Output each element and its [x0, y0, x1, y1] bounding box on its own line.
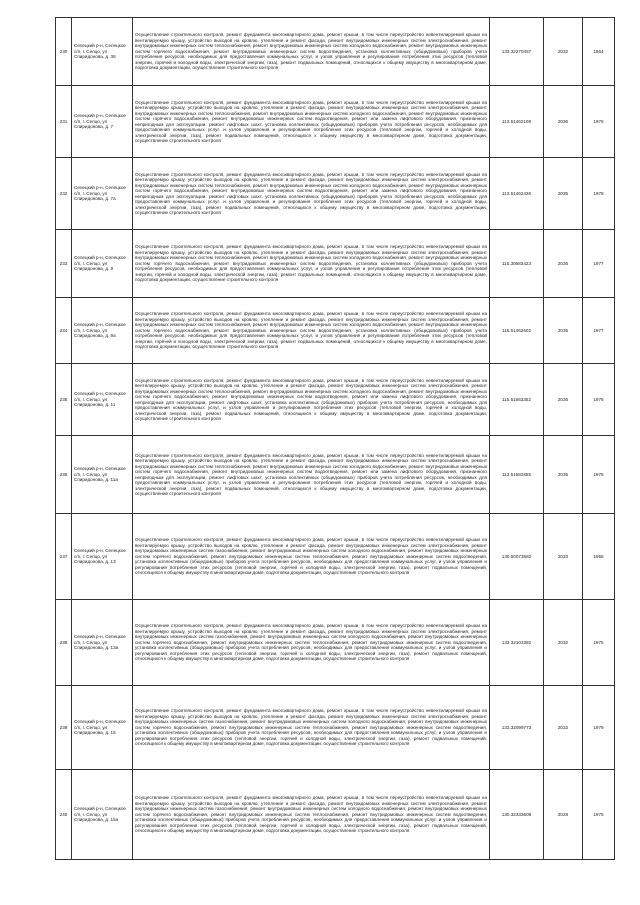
table-row — [56, 230, 615, 298]
planned-year-cell: 2036 — [544, 364, 583, 436]
build-year-cell: 1977 — [583, 298, 615, 364]
cost-cell: 130.50073582 — [490, 514, 544, 600]
build-year-cell: 1954 — [583, 18, 615, 86]
works-cell: Осуществление строительного контроля, ремонт фундамента многоквартирного дома, ремонт крыши, в том числе переустройство невентилируемой крыши на вентилируемую крышу, устройство выходов на кровлю, утепление и ремонт фасада, ремонт внутридомовых инженерных систем электроснабжения, ремонт внутридомовых инженерных систем теплоснабжения, ремонт внутридомовых инженерных систем холодного водоснабжения, ремонт внутридомовых инженерных систем горячего водоснабжения, ремонт внутридомовых инженерных систем водоотведения, установка коллективных (общедомовых) приборов учета потребления ресурсов, необходимых для предоставления коммунальных услуг, и узлов управления и регулирования потребления этих ресурсов (тепловой энергии, горячей и холодной воды, электрической энергии, газа), ремонт подвальных помещений, относящихся к общему имуществу в многоквартирном доме, подготовка документации, осуществление строительного контроля — [133, 230, 490, 298]
table-row — [56, 514, 615, 600]
planned-year-cell: 2036 — [544, 230, 583, 298]
works-cell: Осуществление строительного контроля, ремонт фундамента многоквартирного дома, ремонт крыши, в том числе переустройство невентилируемой крыши на вентилируемую крышу, устройство выходов на кровлю, утепление и ремонт фасада, ремонт внутридомовых инженерных систем электроснабжения, ремонт внутридомовых инженерных систем теплоснабжения, ремонт внутридомовых инженерных систем холодного водоснабжения, ремонт внутридомовых инженерных систем горячего водоснабжения, ремонт внутридомовых инженерных систем водоотведения, установка коллективных (общедомовых) приборов учета потребления ресурсов, необходимых для предоставления коммунальных услуг, и узлов управления и регулирования потребления этих ресурсов (тепловой энергии, горячей и холодной воды, электрической энергии, газа), ремонт подвальных помещений, относящихся к общему имуществу в многоквартирном доме, подготовка документации, осуществление строительного контроля — [133, 298, 490, 364]
planned-year-cell: 2035 — [544, 158, 583, 230]
table-row — [56, 298, 615, 364]
row-number: 231 — [56, 86, 72, 158]
planned-year-cell: 2028 — [544, 770, 583, 860]
row-number: 238 — [56, 600, 72, 686]
planned-year-cell: 2035 — [544, 298, 583, 364]
table-row — [56, 436, 615, 514]
table-row — [56, 86, 615, 158]
address-cell: Селецкий р-н, Селецкое с/п, г. Селцо, ул Спиридонова, д. 13а — [72, 600, 133, 686]
works-cell: Осуществление строительного контроля, ремонт фундамента многоквартирного дома, ремонт крыши, в том числе переустройство невентилируемой крыши на вентилируемую крышу, устройство выходов на кровлю, утепление и ремонт фасада, ремонт внутридомовых инженерных систем электроснабжения, ремонт внутридомовых инженерных систем газоснабжения, ремонт внутридомовых инженерных систем холодного водоснабжения, ремонт внутридомовых инженерных систем горячего водоснабжения, ремонт внутридомовых инженерных систем теплоснабжения, ремонт внутридомовых инженерных систем водоотведения, установка коллективных (общедомовых) приборов учета потребления ресурсов, необходимых для предоставления коммунальных услуг, и узлов управления и регулирования потребления этих ресурсов (тепловой энергии, горячей и холодной воды, электрической энергии, газа), ремонт подвальных помещений, относящихся к общему имуществу в многоквартирном доме, подготовка документации, осуществление строительного контроля — [133, 514, 490, 600]
address-cell: Селецкий р-н, Селецкое с/п, г. Селцо, ул Спиридонова, д. 9а — [72, 298, 133, 364]
row-number: 240 — [56, 770, 72, 860]
planned-year-cell: 2035 — [544, 436, 583, 514]
works-cell: Осуществление строительного контроля, ремонт фундамента многоквартирного дома, ремонт крыши, в том числе переустройство невентилируемой крыши на вентилируемую крышу, устройство выходов на кровлю, утепление и ремонт фасада, ремонт внутридомовых инженерных систем электроснабжения, ремонт внутридомовых инженерных систем теплоснабжения, ремонт внутридомовых инженерных систем холодного водоснабжения, ремонт внутридомовых инженерных систем горячего водоснабжения, ремонт внутридомовых инженерных систем водоотведения, ремонт или замена лифтового оборудования, признанного непригодным для эксплуатации, ремонт лифтовых шахт, установка коллективных (общедомовых) приборов учета потребления ресурсов, необходимых для предоставления коммунальных услуг, и узлов управления и регулирования потребления этих ресурсов (тепловой энергии, горячей и холодной воды, электрической энергии, газа), ремонт подвальных помещений, относящихся к общему имуществу в многоквартирном доме, подготовка документации, осуществление строительного контроля — [133, 86, 490, 158]
row-number: 237 — [56, 514, 72, 600]
works-cell: Осуществление строительного контроля, ремонт фундамента многоквартирного дома, ремонт крыши, в том числе переустройство невентилируемой крыши на вентилируемую крышу, устройство выходов на кровлю, утепление и ремонт фасада, ремонт внутридомовых инженерных систем электроснабжения, ремонт внутридомовых инженерных систем теплоснабжения, ремонт внутридомовых инженерных систем холодного водоснабжения, ремонт внутридомовых инженерных систем горячего водоснабжения, ремонт внутридомовых инженерных систем водоотведения, ремонт или замена лифтового оборудования, признанного непригодным для эксплуатации, ремонт лифтовых шахт, установка коллективных (общедомовых) приборов учета потребления ресурсов, необходимых для предоставления коммунальных услуг, и узлов управления и регулирования потребления этих ресурсов (тепловой энергии, горячей и холодной воды, электрической энергии, газа), ремонт подвальных помещений, относящихся к общему имуществу в многоквартирном доме, подготовка документации, осуществление строительного контроля — [133, 364, 490, 436]
cost-cell: 133.32103382 — [490, 600, 544, 686]
cost-cell: 130.32333609 — [490, 770, 544, 860]
build-year-cell: 1977 — [583, 230, 615, 298]
cost-cell: 115.30683423 — [490, 230, 544, 298]
planned-year-cell: 2033 — [544, 514, 583, 600]
table-row — [56, 158, 615, 230]
table-row — [56, 770, 615, 860]
build-year-cell: 1976 — [583, 86, 615, 158]
planned-year-cell: 2032 — [544, 18, 583, 86]
build-year-cell: 1976 — [583, 364, 615, 436]
cost-cell: 133.32099773 — [490, 686, 544, 770]
address-cell: Селецкий р-н, Селецкое с/п, г. Селцо, ул Спиридонова, д. 13 — [72, 514, 133, 600]
address-cell: Селецкий р-н, Селецкое с/п, г. Селцо, ул Спиридонова, д. 7а — [72, 158, 133, 230]
build-year-cell: 1955 — [583, 514, 615, 600]
planned-year-cell: 2036 — [544, 86, 583, 158]
works-cell: Осуществление строительного контроля, ремонт фундамента многоквартирного дома, ремонт крыши, в том числе переустройство невентилируемой крыши на вентилируемую крышу, устройство выходов на кровлю, утепление и ремонт фасада, ремонт внутридомовых инженерных систем электроснабжения, ремонт внутридомовых инженерных систем газоснабжения, ремонт внутридомовых инженерных систем холодного водоснабжения, ремонт внутридомовых инженерных систем горячего водоснабжения, ремонт внутридомовых инженерных систем теплоснабжения, ремонт внутридомовых инженерных систем водоотведения, установка коллективных (общедомовых) приборов учета потребления ресурсов, необходимых для предоставления коммунальных услуг, и узлов управления и регулирования потребления этих ресурсов (тепловой энергии, горячей и холодной воды, электрической энергии, газа), ремонт подвальных помещений, относящихся к общему имуществу в многоквартирном доме, подготовка документации, осуществление строительного контроля — [133, 600, 490, 686]
table-row — [56, 600, 615, 686]
register-table — [55, 17, 615, 860]
works-cell: Осуществление строительного контроля, ремонт фундамента многоквартирного дома, ремонт крыши, в том числе переустройство невентилируемой крыши на вентилируемую крышу, устройство выходов на кровлю, утепление и ремонт фасада, ремонт внутридомовых инженерных систем электроснабжения, ремонт внутридомовых инженерных систем газоснабжения, ремонт внутридомовых инженерных систем холодного водоснабжения, ремонт внутридомовых инженерных систем горячего водоснабжения, ремонт внутридомовых инженерных систем теплоснабжения, ремонт внутридомовых инженерных систем водоотведения, установка коллективных (общедомовых) приборов учета потребления ресурсов, необходимых для предоставления коммунальных услуг, и узлов управления и регулирования потребления этих ресурсов (тепловой энергии, горячей и холодной воды, электрической энергии, газа), ремонт подвальных помещений, относящихся к общему имуществу в многоквартирном доме, подготовка документации, осуществление строительного контроля — [133, 686, 490, 770]
cost-cell: 133.32270457 — [490, 18, 544, 86]
works-cell: Осуществление строительного контроля, ремонт фундамента многоквартирного дома, ремонт крыши, в том числе переустройство невентилируемой крыши на вентилируемую крышу, устройство выходов на кровлю, утепление и ремонт фасада, ремонт внутридомовых инженерных систем электроснабжения, ремонт внутридомовых инженерных систем теплоснабжения, ремонт внутридомовых инженерных систем холодного водоснабжения, ремонт внутридомовых инженерных систем горячего водоснабжения, ремонт внутридомовых инженерных систем водоотведения, ремонт или замена лифтового оборудования, признанного непригодным для эксплуатации, ремонт лифтовых шахт, установка коллективных (общедомовых) приборов учета потребления ресурсов, необходимых для предоставления коммунальных услуг, и узлов управления и регулирования потребления этих ресурсов (тепловой энергии, горячей и холодной воды, электрической энергии, газа), ремонт подвальных помещений, относящихся к общему имуществу в многоквартирном доме, подготовка документации, осуществление строительного контроля — [133, 436, 490, 514]
cost-cell: 113.51582855 — [490, 436, 544, 514]
address-cell: Селецкий р-н, Селецкое с/п, г. Селцо, ул Спиридонова, д. 15 — [72, 686, 133, 770]
cost-cell: 113.51462108 — [490, 86, 544, 158]
cost-cell: 115.51462602 — [490, 298, 544, 364]
build-year-cell: 1978 — [583, 158, 615, 230]
row-number: 235 — [56, 364, 72, 436]
row-number: 239 — [56, 686, 72, 770]
address-cell: Селецкий р-н, Селецкое с/п, г. Селцо, ул Спиридонова, д. 15а — [72, 770, 133, 860]
row-number: 233 — [56, 230, 72, 298]
works-cell: Осуществление строительного контроля, ремонт фундамента многоквартирного дома, ремонт крыши, в том числе переустройство невентилируемой крыши на вентилируемую крышу, устройство выходов на кровлю, утепление и ремонт фасада, ремонт внутридомовых инженерных систем электроснабжения, ремонт внутридомовых инженерных систем теплоснабжения, ремонт внутридомовых инженерных систем холодного водоснабжения, ремонт внутридомовых инженерных систем горячего водоснабжения, ремонт внутридомовых инженерных систем водоотведения, ремонт или замена лифтового оборудования, признанного непригодным для эксплуатации, ремонт лифтовых шахт, установка коллективных (общедомовых) приборов учета потребления ресурсов, необходимых для предоставления коммунальных услуг, и узлов управления и регулирования потребления этих ресурсов (тепловой энергии, горячей и холодной воды, электрической энергии, газа), ремонт подвальных помещений, относящихся к общему имуществу в многоквартирном доме, подготовка документации, осуществление строительного контроля — [133, 158, 490, 230]
address-cell: Селецкий р-н, Селецкое с/п, г. Селцо, ул Спиридонова, д. 36 — [72, 18, 133, 86]
address-cell: Селецкий р-н, Селецкое с/п, г. Селцо, ул Спиридонова, д. 11а — [72, 436, 133, 514]
works-cell: Осуществление строительного контроля, ремонт фундамента многоквартирного дома, ремонт крыши, в том числе переустройство невентилируемой крыши на вентилируемую крышу, устройство выходов на кровлю, утепление и ремонт фасада, ремонт внутридомовых инженерных систем электроснабжения, ремонт внутридомовых инженерных систем газоснабжения, ремонт внутридомовых инженерных систем холодного водоснабжения, ремонт внутридомовых инженерных систем горячего водоснабжения, ремонт внутридомовых инженерных систем теплоснабжения, ремонт внутридомовых инженерных систем водоотведения, установка коллективных (общедомовых) приборов учета потребления ресурсов, необходимых для предоставления коммунальных услуг, и узлов управления и регулирования потребления этих ресурсов (тепловой энергии, горячей и холодной воды, электрической энергии, газа), ремонт подвальных помещений, относящихся к общему имуществу в многоквартирном доме, подготовка документации, осуществление строительного контроля — [133, 770, 490, 860]
planned-year-cell: 2032 — [544, 600, 583, 686]
table-row — [56, 686, 615, 770]
row-number: 230 — [56, 18, 72, 86]
works-cell: Осуществление строительного контроля, ремонт фундамента многоквартирного дома, ремонт крыши, в том числе переустройство невентилируемой крыши на вентилируемую крышу, устройство выходов на кровлю, утепление и ремонт фасада, ремонт внутридомовых инженерных систем электроснабжения, ремонт внутридомовых инженерных систем теплоснабжения, ремонт внутридомовых инженерных систем холодного водоснабжения, ремонт внутридомовых инженерных систем горячего водоснабжения, ремонт внутридомовых инженерных систем водоотведения, установка коллективных (общедомовых) приборов учета потребления ресурсов, необходимых для предоставления коммунальных услуг, и узлов управления и регулирования потребления этих ресурсов (тепловой энергии, горячей и холодной воды, электрической энергии, газа), ремонт подвальных помещений, относящихся к общему имуществу в многоквартирном доме, подготовка документации, осуществление строительного контроля — [133, 18, 490, 86]
build-year-cell: 1975 — [583, 600, 615, 686]
address-cell: Селецкий р-н, Селецкое с/п, г. Селцо, ул Спиридонова, д. 11 — [72, 364, 133, 436]
build-year-cell: 1976 — [583, 436, 615, 514]
row-number: 234 — [56, 298, 72, 364]
address-cell: Селецкий р-н, Селецкое с/п, г. Селцо, ул Спиридонова, д. 9 — [72, 230, 133, 298]
row-number: 236 — [56, 436, 72, 514]
cost-cell: 113.51462436 — [490, 158, 544, 230]
planned-year-cell: 2032 — [544, 686, 583, 770]
cost-cell: 115.51663352 — [490, 364, 544, 436]
build-year-cell: 1975 — [583, 770, 615, 860]
table-row — [56, 364, 615, 436]
address-cell: Селецкий р-н, Селецкое с/п, г. Селцо, ул Спиридонова, д. 7 — [72, 86, 133, 158]
build-year-cell: 1979 — [583, 686, 615, 770]
table-row — [56, 18, 615, 86]
row-number: 232 — [56, 158, 72, 230]
